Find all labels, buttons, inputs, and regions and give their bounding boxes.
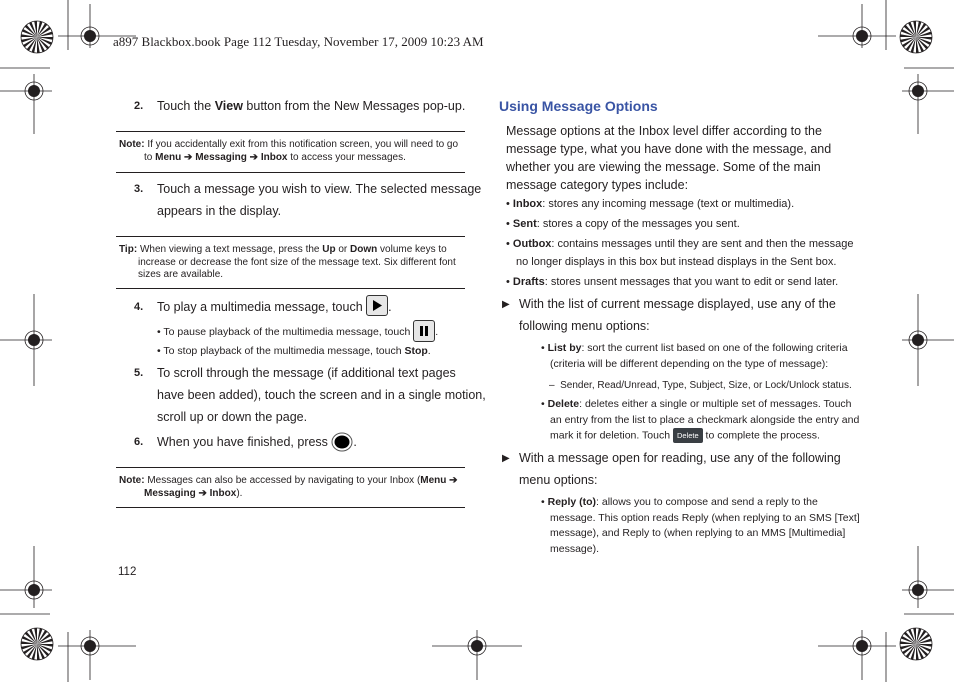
- tip-bottom-rule: [116, 288, 465, 289]
- pause-button-icon: [413, 320, 435, 342]
- step-number: 6.: [134, 436, 144, 448]
- tip-note: Tip: When viewing a text message, press the Up or Down volume keys to increase or decrease the font size of the message text. Six different font sizes are available.: [119, 244, 456, 280]
- note-2: Note: Messages can also be accessed by navigating to your Inbox (Menu ➔ Messaging ➔ Inbox).: [119, 475, 458, 499]
- type-outbox: • Outbox: contains messages until they are sent and then the message no longer displays in this box but instead displays in the Sent box.: [506, 238, 854, 268]
- arrow-1-text: With the list of current message displayed, use any of the following menu options:: [519, 297, 836, 333]
- step-6-text: When you have finished, press .: [157, 431, 357, 453]
- end-key-icon: [331, 432, 353, 452]
- note-bottom-rule: [116, 172, 465, 173]
- section-heading: Using Message Options: [499, 98, 658, 114]
- step-number: 5.: [134, 367, 144, 379]
- arrow-bullet-icon: ▶: [502, 299, 510, 310]
- type-sent: • Sent: stores a copy of the messages you sent.: [506, 218, 740, 230]
- step-3-text: Touch a message you wish to view. The selected message appears in the display.: [157, 182, 482, 218]
- step-2-text: Touch the View button from the New Messages pop-up.: [157, 99, 466, 113]
- list-by-criteria: – Sender, Read/Unread, Type, Subject, Size, or Lock/Unlock status.: [549, 380, 852, 391]
- play-button-icon: [366, 295, 388, 316]
- option-reply: • Reply (to): allows you to compose and send a reply to the message. This option reads Reply (when replying to an SMS [Text] message), and Reply to (when replying to an MMS [Multimedia] message).: [541, 496, 860, 556]
- note-top-rule: [116, 131, 465, 132]
- note-1: Note: If you accidentally exit from this notification screen, you will need to go to Menu ➔ Messaging ➔ Inbox to access your messages.: [119, 139, 459, 163]
- page-number: 112: [118, 566, 137, 578]
- arrow-bullet-icon: ▶: [502, 453, 510, 464]
- step-number: 3.: [134, 183, 144, 195]
- step-4-text: To play a multimedia message, touch .: [157, 296, 392, 318]
- delete-button-icon: Delete: [673, 428, 703, 443]
- arrow-2-text: With a message open for reading, use any of the following menu options:: [519, 451, 841, 487]
- note2-top-rule: [116, 467, 465, 468]
- tip-top-rule: [116, 236, 465, 237]
- step-5-text: To scroll through the message (if additional text pages have been added), touch the screen and in a single motion, scroll up or down the page.: [157, 366, 486, 424]
- option-list-by: • List by: sort the current list based on one of the following criteria (criteria will be different depending on the type of message):: [541, 342, 848, 370]
- bullet-stop: • To stop playback of the multimedia message, touch Stop.: [157, 345, 431, 357]
- type-drafts: • Drafts: stores unsent messages that you want to edit or send later.: [506, 276, 839, 288]
- option-delete: • Delete: deletes either a single or multiple set of messages. Touch an entry from the list to place a checkmark alongside the entry and mark it for deletion. Touch Delete to complete the process.: [541, 398, 860, 442]
- intro-paragraph: Message options at the Inbox level differ according to the message type, what you have done with the message, and whether you are viewing the message. Some of the main message category types include:: [506, 124, 832, 192]
- type-inbox: • Inbox: stores any incoming message (text or multimedia).: [506, 198, 795, 210]
- step-number: 4.: [134, 301, 144, 313]
- print-header: a897 Blackbox.book Page 112 Tuesday, November 17, 2009 10:23 AM: [113, 34, 484, 49]
- note2-bottom-rule: [116, 507, 465, 508]
- step-number: 2.: [134, 100, 144, 112]
- bullet-pause: • To pause playback of the multimedia message, touch .: [157, 321, 438, 343]
